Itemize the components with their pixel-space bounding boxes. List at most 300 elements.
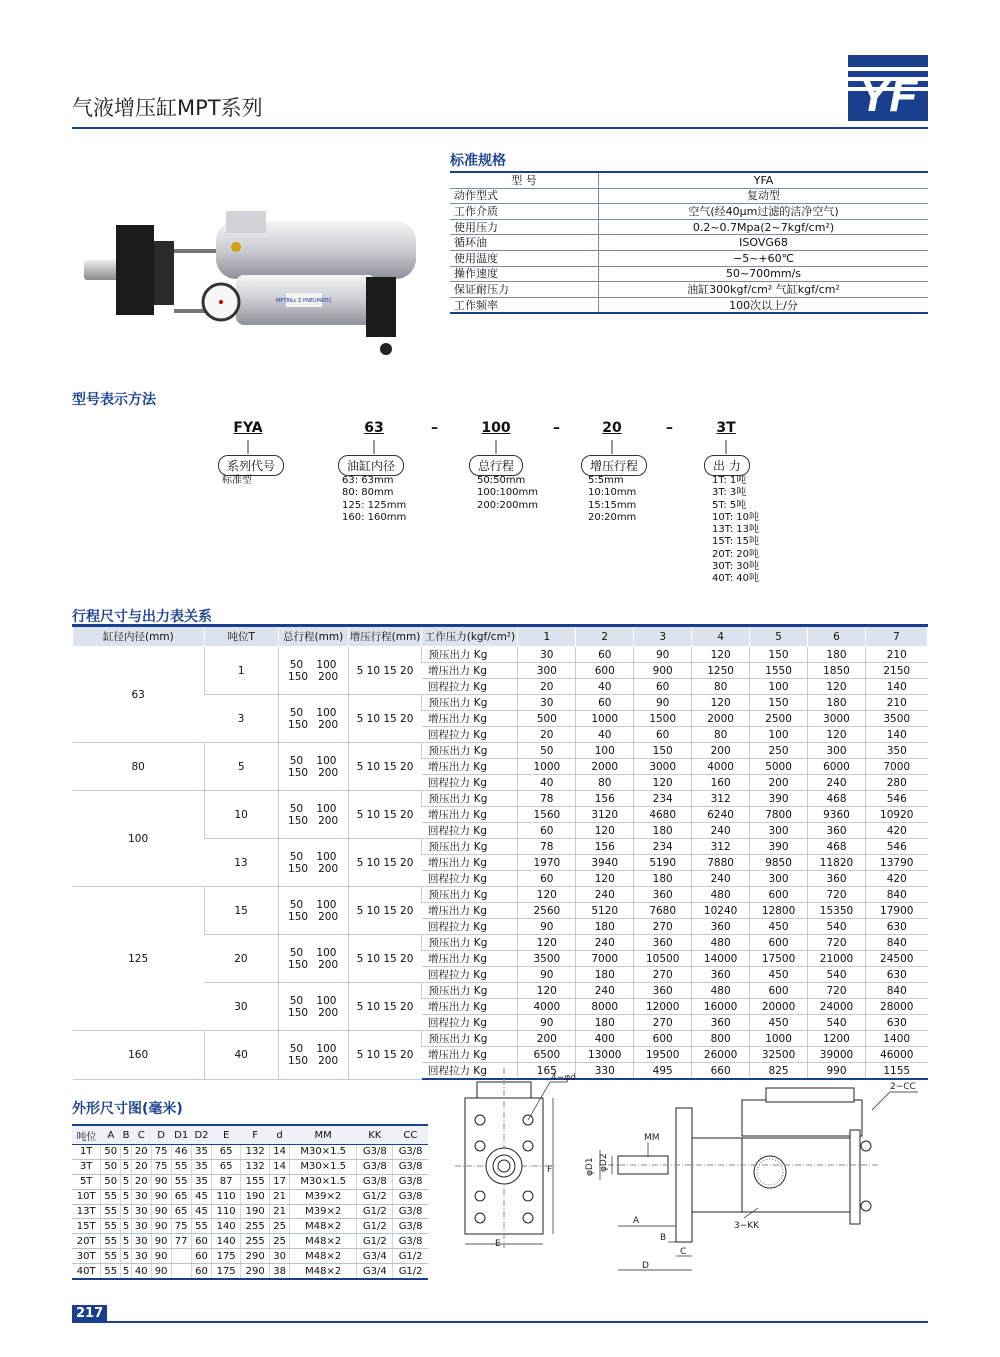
dims-cell: 3T	[72, 1159, 101, 1174]
force-value-cell: 1850	[808, 663, 866, 679]
dims-cell: 65	[171, 1204, 191, 1219]
force-value-cell: 165	[518, 1063, 576, 1080]
col-header: 7	[865, 626, 927, 647]
dims-cell: 65	[171, 1189, 191, 1204]
dims-cell: 50	[101, 1159, 121, 1174]
force-value-cell: 156	[576, 839, 634, 855]
force-value-cell: 450	[750, 1015, 808, 1031]
col-header: 吨位T	[204, 626, 278, 647]
force-type-cell: 增压出力 Kg	[422, 999, 518, 1015]
force-value-cell: 4000	[692, 759, 750, 775]
force-type-cell: 回程拉力 Kg	[422, 775, 518, 791]
force-value-cell: 2000	[692, 711, 750, 727]
dims-row	[72, 1145, 428, 1160]
force-value-cell: 60	[576, 647, 634, 663]
stroke-line: 150 200	[288, 670, 339, 683]
force-value-cell: 180	[634, 823, 692, 839]
dims-cell: 175	[212, 1264, 241, 1279]
dims-row	[72, 1174, 428, 1189]
dims-cell: G3/8	[393, 1145, 428, 1160]
force-value-cell: 15350	[808, 903, 866, 919]
svg-text:F: F	[547, 1165, 553, 1175]
dims-cell: 55	[101, 1219, 121, 1234]
force-value-cell: 480	[692, 983, 750, 999]
dims-cell: 132	[241, 1145, 270, 1160]
svg-text:4−φd: 4−φd	[551, 1073, 575, 1083]
boost-cell: 5 10 15 20	[348, 935, 422, 983]
force-value-cell: 6000	[808, 759, 866, 775]
stroke-cell	[278, 839, 348, 887]
dims-col-header: D	[151, 1125, 171, 1145]
dims-cell: 290	[241, 1249, 270, 1264]
dims-cell: 55	[101, 1204, 121, 1219]
force-value-cell: 270	[634, 1015, 692, 1031]
dims-col-header: C	[131, 1125, 151, 1145]
dims-cell: 30T	[72, 1249, 101, 1264]
force-value-cell: 840	[865, 983, 927, 999]
force-value-cell: 6500	[518, 1047, 576, 1063]
dims-cell: 5T	[72, 1174, 101, 1189]
force-value-cell: 120	[518, 983, 576, 999]
force-value-cell: 1000	[576, 711, 634, 727]
stroke-cell	[278, 695, 348, 743]
dims-heading: 外形尺寸图(毫米)	[72, 1101, 183, 1117]
force-type-cell: 回程拉力 Kg	[422, 727, 518, 743]
dims-cell: G3/8	[393, 1234, 428, 1249]
dims-cell: 50	[101, 1145, 121, 1160]
tonnage-cell: 10	[204, 791, 278, 839]
force-table	[72, 624, 928, 1080]
stroke-line: 50 100	[289, 850, 337, 863]
dims-cell: G3/8	[357, 1174, 393, 1189]
force-value-cell: 24500	[865, 951, 927, 967]
col-header: 2	[576, 626, 634, 647]
force-value-cell: 78	[518, 791, 576, 807]
svg-text:E: E	[495, 1239, 501, 1249]
force-value-cell: 825	[750, 1063, 808, 1080]
dims-cell: 30	[131, 1204, 151, 1219]
code-force: 3T	[716, 420, 736, 436]
stroke-line: 150 200	[288, 814, 339, 827]
bore-cell: 80	[73, 743, 205, 791]
dims-cell: 5	[121, 1204, 132, 1219]
svg-text:φD2: φD2	[599, 1153, 609, 1172]
stroke-line: 50 100	[289, 802, 337, 815]
force-type-cell: 预压出力 Kg	[422, 1031, 518, 1047]
force-value-cell: 600	[750, 887, 808, 903]
force-value-cell: 39000	[808, 1047, 866, 1063]
force-value-cell: 4000	[518, 999, 576, 1015]
dims-cell: M48×2	[289, 1234, 356, 1249]
dims-col-header: D2	[191, 1125, 211, 1145]
force-type-cell: 增压出力 Kg	[422, 711, 518, 727]
dims-cell: 55	[101, 1189, 121, 1204]
dims-cell: 90	[151, 1234, 171, 1249]
force-value-cell: 20	[518, 727, 576, 743]
force-value-cell: 240	[692, 871, 750, 887]
col-header: 5	[750, 626, 808, 647]
force-value-cell: 2560	[518, 903, 576, 919]
dims-cell: 90	[151, 1174, 171, 1189]
spec-value: 复动型	[599, 188, 929, 204]
force-value-cell: 120	[634, 775, 692, 791]
stroke-cell	[278, 791, 348, 839]
dims-cell: 90	[151, 1264, 171, 1279]
dims-row	[72, 1159, 428, 1174]
dims-cell: G3/8	[393, 1204, 428, 1219]
svg-text:D: D	[642, 1261, 649, 1271]
boost-cell: 5 10 15 20	[348, 791, 422, 839]
note-bore: 63: 63mm 80: 80mm 125: 125mm 160: 160mm	[342, 475, 407, 523]
force-value-cell: 9850	[750, 855, 808, 871]
dims-cell: M30×1.5	[289, 1174, 356, 1189]
code-stroke: 100	[481, 420, 511, 436]
label-boost: 增压行程	[581, 455, 647, 476]
force-value-cell: 32500	[750, 1047, 808, 1063]
force-type-cell: 增压出力 Kg	[422, 903, 518, 919]
force-value-cell: 1970	[518, 855, 576, 871]
force-type-cell: 回程拉力 Kg	[422, 967, 518, 983]
force-value-cell: 312	[692, 791, 750, 807]
footer-rule	[72, 1321, 928, 1323]
force-type-cell: 预压出力 Kg	[422, 983, 518, 999]
force-value-cell: 7000	[576, 951, 634, 967]
spec-value: −5~+60℃	[599, 250, 929, 266]
dims-cell: 55	[171, 1174, 191, 1189]
force-value-cell: 500	[518, 711, 576, 727]
force-value-cell: 100	[750, 679, 808, 695]
tonnage-cell: 13	[204, 839, 278, 887]
force-value-cell: 40	[576, 679, 634, 695]
col-header: 增压行程(mm)	[348, 626, 422, 647]
force-value-cell: 80	[576, 775, 634, 791]
force-value-cell: 20	[518, 679, 576, 695]
dims-cell: 75	[151, 1159, 171, 1174]
dims-cell: 110	[212, 1204, 241, 1219]
dims-col-header: D1	[171, 1125, 191, 1145]
force-value-cell: 2500	[750, 711, 808, 727]
force-value-cell: 10240	[692, 903, 750, 919]
force-value-cell: 360	[692, 919, 750, 935]
dims-cell: 30	[131, 1189, 151, 1204]
force-row	[73, 1031, 928, 1047]
stroke-line: 50 100	[289, 994, 337, 1007]
force-value-cell: 21000	[808, 951, 866, 967]
force-value-cell: 9360	[808, 807, 866, 823]
code-bore: 63	[364, 420, 384, 436]
force-type-cell: 预压出力 Kg	[422, 695, 518, 711]
force-value-cell: 540	[808, 1015, 866, 1031]
dims-cell: 140	[212, 1219, 241, 1234]
force-value-cell: 240	[576, 887, 634, 903]
force-value-cell: 24000	[808, 999, 866, 1015]
dims-cell: G1/2	[357, 1189, 393, 1204]
dims-cell: 40T	[72, 1264, 101, 1279]
force-value-cell: 600	[576, 663, 634, 679]
spec-value: ISOVG68	[599, 235, 929, 251]
spec-key: 工作介质	[450, 204, 599, 220]
force-type-cell: 增压出力 Kg	[422, 663, 518, 679]
boost-cell: 5 10 15 20	[348, 647, 422, 695]
dims-col-header: d	[270, 1125, 290, 1145]
dims-cell: 55	[171, 1159, 191, 1174]
force-value-cell: 250	[750, 743, 808, 759]
force-value-cell: 390	[750, 791, 808, 807]
force-value-cell: 990	[808, 1063, 866, 1080]
force-row	[73, 743, 928, 759]
dims-cell: 60	[191, 1234, 211, 1249]
boost-cell: 5 10 15 20	[348, 1031, 422, 1080]
force-value-cell: 630	[865, 1015, 927, 1031]
force-value-cell: 234	[634, 839, 692, 855]
force-value-cell: 1500	[634, 711, 692, 727]
force-value-cell: 240	[808, 775, 866, 791]
dims-row	[72, 1204, 428, 1219]
force-value-cell: 2150	[865, 663, 927, 679]
dims-cell: 77	[171, 1234, 191, 1249]
force-value-cell: 46000	[865, 1047, 927, 1063]
force-value-cell: 270	[634, 967, 692, 983]
force-value-cell: 160	[692, 775, 750, 791]
force-type-cell: 增压出力 Kg	[422, 807, 518, 823]
brand-logo	[848, 55, 928, 121]
spec-value: 空气(经40μm过滤的洁净空气)	[599, 204, 929, 220]
force-row	[73, 647, 928, 663]
note-stroke: 50:50mm 100:100mm 200:200mm	[477, 475, 539, 511]
spec-key: 循环油	[450, 235, 599, 251]
dims-col-header: A	[101, 1125, 121, 1145]
dims-cell: 155	[241, 1174, 270, 1189]
dims-cell: 5	[121, 1159, 132, 1174]
dims-cell: 55	[191, 1219, 211, 1234]
dims-col-header: MM	[289, 1125, 356, 1145]
force-value-cell: 3500	[518, 951, 576, 967]
tonnage-cell: 20	[204, 935, 278, 983]
force-value-cell: 900	[634, 663, 692, 679]
stroke-line: 50 100	[289, 1042, 337, 1055]
force-value-cell: 26000	[692, 1047, 750, 1063]
tonnage-cell: 1	[204, 647, 278, 695]
code-series: FYA	[233, 420, 263, 436]
dims-cell: 30	[131, 1219, 151, 1234]
dims-cell: 20	[131, 1174, 151, 1189]
force-value-cell: 10500	[634, 951, 692, 967]
force-type-cell: 预压出力 Kg	[422, 887, 518, 903]
stroke-cell	[278, 983, 348, 1031]
force-value-cell: 150	[634, 743, 692, 759]
force-value-cell: 156	[576, 791, 634, 807]
force-value-cell: 210	[865, 647, 927, 663]
force-row	[73, 791, 928, 807]
force-value-cell: 7000	[865, 759, 927, 775]
dims-cell: 75	[151, 1145, 171, 1160]
force-value-cell: 300	[808, 743, 866, 759]
bore-cell: 125	[73, 887, 205, 1031]
force-value-cell: 840	[865, 935, 927, 951]
dims-row	[72, 1264, 428, 1279]
force-value-cell: 540	[808, 919, 866, 935]
svg-text:YF: YF	[858, 69, 918, 121]
dims-col-header: B	[121, 1125, 132, 1145]
dims-col-header: F	[241, 1125, 270, 1145]
force-type-cell: 回程拉力 Kg	[422, 1063, 518, 1080]
dims-row	[72, 1219, 428, 1234]
dims-cell: 17	[270, 1174, 290, 1189]
force-value-cell: 660	[692, 1063, 750, 1080]
force-value-cell: 180	[808, 695, 866, 711]
force-value-cell: 60	[518, 823, 576, 839]
force-value-cell: 300	[518, 663, 576, 679]
dims-row	[72, 1234, 428, 1249]
boost-cell: 5 10 15 20	[348, 743, 422, 791]
force-value-cell: 270	[634, 919, 692, 935]
stroke-cell	[278, 935, 348, 983]
dims-col-header: 吨位	[72, 1125, 101, 1145]
force-value-cell: 360	[808, 871, 866, 887]
force-value-cell: 4680	[634, 807, 692, 823]
force-value-cell: 90	[634, 695, 692, 711]
force-value-cell: 200	[750, 775, 808, 791]
stroke-line: 150 200	[288, 910, 339, 923]
stroke-cell	[278, 887, 348, 935]
stroke-line: 150 200	[288, 718, 339, 731]
code-boost: 20	[602, 420, 622, 436]
force-value-cell: 5120	[576, 903, 634, 919]
force-type-cell: 回程拉力 Kg	[422, 823, 518, 839]
dims-cell: 290	[241, 1264, 270, 1279]
force-value-cell: 5190	[634, 855, 692, 871]
force-value-cell: 11820	[808, 855, 866, 871]
dims-cell: 5	[121, 1189, 132, 1204]
force-value-cell: 30	[518, 695, 576, 711]
force-value-cell: 80	[692, 679, 750, 695]
force-value-cell: 7800	[750, 807, 808, 823]
bore-cell: 160	[73, 1031, 205, 1080]
dims-cell: 20T	[72, 1234, 101, 1249]
dims-cell: 30	[270, 1249, 290, 1264]
dims-cell: 110	[212, 1189, 241, 1204]
stroke-line: 150 200	[288, 766, 339, 779]
dims-cell: G3/4	[357, 1249, 393, 1264]
force-value-cell: 1550	[750, 663, 808, 679]
dims-cell: G3/8	[393, 1189, 428, 1204]
force-value-cell: 6240	[692, 807, 750, 823]
force-value-cell: 3940	[576, 855, 634, 871]
stroke-line: 50 100	[289, 946, 337, 959]
force-value-cell: 420	[865, 871, 927, 887]
force-value-cell: 450	[750, 967, 808, 983]
dims-cell: 5	[121, 1145, 132, 1160]
force-value-cell: 90	[518, 919, 576, 935]
dims-cell: 50	[101, 1174, 121, 1189]
force-value-cell: 120	[808, 679, 866, 695]
dims-cell: 190	[241, 1189, 270, 1204]
svg-text:C: C	[680, 1247, 687, 1257]
force-value-cell: 28000	[865, 999, 927, 1015]
dims-cell: 55	[101, 1264, 121, 1279]
label-series: 系列代号	[218, 455, 284, 476]
stroke-line: 50 100	[289, 706, 337, 719]
spec-value: 0.2~0.7Mpa(2~7kgf/cm²)	[599, 219, 929, 235]
stroke-line: 50 100	[289, 658, 337, 671]
force-value-cell: 600	[750, 983, 808, 999]
spec-key: 使用压力	[450, 219, 599, 235]
spec-key: 动作型式	[450, 188, 599, 204]
force-type-cell: 增压出力 Kg	[422, 1047, 518, 1063]
force-value-cell: 17500	[750, 951, 808, 967]
force-type-cell: 预压出力 Kg	[422, 743, 518, 759]
force-value-cell: 12000	[634, 999, 692, 1015]
dims-cell: 55	[101, 1249, 121, 1264]
force-value-cell: 13790	[865, 855, 927, 871]
dims-cell: 46	[171, 1145, 191, 1160]
col-header: 总行程(mm)	[278, 626, 348, 647]
force-value-cell: 80	[692, 727, 750, 743]
note-series: 标准型	[222, 475, 252, 486]
dims-cell: G3/8	[393, 1159, 428, 1174]
svg-text:A: A	[633, 1216, 640, 1226]
dims-cell: G1/2	[393, 1264, 428, 1279]
product-photo	[76, 205, 416, 365]
dims-cell: 40	[131, 1264, 151, 1279]
tonnage-cell: 30	[204, 983, 278, 1031]
force-value-cell: 350	[865, 743, 927, 759]
dims-cell: 35	[191, 1145, 211, 1160]
force-value-cell: 200	[692, 743, 750, 759]
spec-header-model: 型 号	[450, 172, 599, 188]
force-value-cell: 840	[865, 887, 927, 903]
spec-key: 工作频率	[450, 297, 599, 313]
dims-cell: 15T	[72, 1219, 101, 1234]
dims-cell: 21	[270, 1204, 290, 1219]
force-value-cell: 100	[750, 727, 808, 743]
dims-cell: 90	[151, 1249, 171, 1264]
force-value-cell: 330	[576, 1063, 634, 1080]
page-number: 217	[72, 1305, 107, 1322]
force-value-cell: 480	[692, 887, 750, 903]
dims-row	[72, 1249, 428, 1264]
force-value-cell: 240	[576, 983, 634, 999]
dims-cell: 25	[270, 1234, 290, 1249]
dims-cell: M30×1.5	[289, 1159, 356, 1174]
force-value-cell: 2000	[576, 759, 634, 775]
dims-cell: 45	[191, 1189, 211, 1204]
dims-cell: M48×2	[289, 1219, 356, 1234]
label-force: 出 力	[704, 455, 750, 476]
dims-cell: 87	[212, 1174, 241, 1189]
dims-cell: M48×2	[289, 1264, 356, 1279]
stroke-line: 150 200	[288, 1006, 339, 1019]
force-value-cell: 546	[865, 791, 927, 807]
force-value-cell: 17900	[865, 903, 927, 919]
force-value-cell: 1000	[518, 759, 576, 775]
dims-cell: M39×2	[289, 1189, 356, 1204]
stroke-line: 150 200	[288, 1054, 339, 1067]
force-value-cell: 8000	[576, 999, 634, 1015]
dims-cell: G3/8	[393, 1219, 428, 1234]
dims-cell: 175	[212, 1249, 241, 1264]
dims-cell: M48×2	[289, 1249, 356, 1264]
force-value-cell: 312	[692, 839, 750, 855]
dims-cell: 5	[121, 1234, 132, 1249]
dims-cell: 14	[270, 1145, 290, 1160]
dims-cell: 60	[191, 1249, 211, 1264]
force-value-cell: 360	[692, 967, 750, 983]
force-value-cell: 180	[634, 871, 692, 887]
force-type-cell: 增压出力 Kg	[422, 951, 518, 967]
force-type-cell: 预压出力 Kg	[422, 791, 518, 807]
dims-cell: G1/2	[393, 1249, 428, 1264]
